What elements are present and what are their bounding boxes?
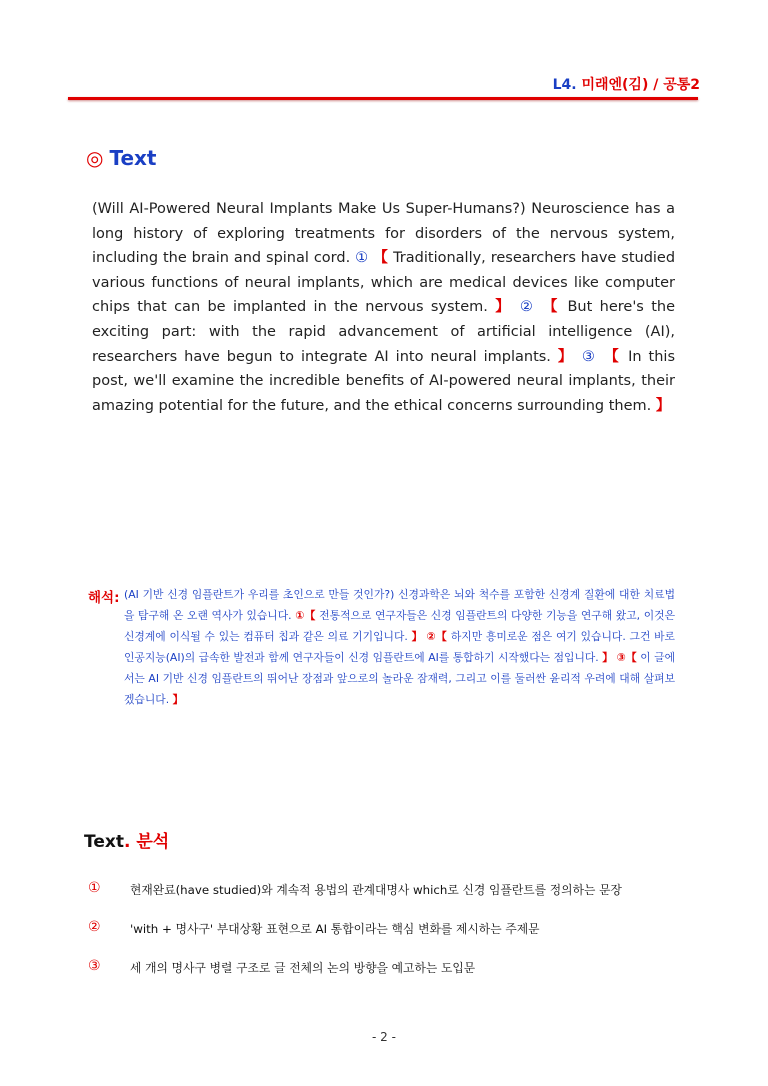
analysis-title-en: Text: [84, 832, 124, 852]
translation-1-number: ①: [295, 609, 305, 622]
translation-3: 이 글에서는 AI 기반 신경 임플란트의 뛰어난 장점과 앞으로의 놀라운 잠재력, 그리고 이를 둘러싼 윤리적 우려에 대해 살펴보겠습니다.: [124, 651, 676, 706]
sentence-2-number: ②: [519, 299, 536, 316]
sentence-1: Traditionally, researchers have studied various functions of neural implants, which are medical devices like computer chips that can be implanted in the nervous system.: [92, 250, 676, 316]
analysis-item-text: 'with + 명사구' 부대상황 표현으로 AI 통합이라는 핵심 변화를 제시하는 주제문: [130, 922, 540, 936]
open-bracket: 【: [604, 348, 622, 365]
translation-2: 하지만 흥미로운 점은 여기 있습니다. 그건 바로 인공지능(AI)의 급속한 발전과 함께 연구자들이 신경 임플란트에 AI를 통합하기 시작했다는 점입니다.: [124, 630, 675, 664]
close-bracket: 】: [602, 651, 614, 664]
analysis-item-text: 현재완료(have studied)와 계속적 용법의 관계대명사 which로 신경 임플란트를 정의하는 문장: [130, 883, 622, 897]
sentence-1-number: ①: [355, 250, 369, 267]
open-bracket: 【: [435, 630, 448, 643]
analysis-item-text: 세 개의 명사구 병렬 구조로 글 전체의 논의 방향을 예고하는 도입문: [130, 961, 476, 975]
translation-intro: (AI 기반 신경 임플란트가 우리를 초인으로 만들 것인가?) 신경과학은 뇌와 척수를 포함한 신경계 질환에 대한 치료법을 탐구해 온 오랜 역사가 있습니다.: [124, 588, 675, 622]
section-title: [86, 146, 156, 170]
close-bracket: 】: [172, 693, 184, 706]
sentence-3-number: ③: [581, 348, 598, 365]
analysis-item-number: ③: [88, 958, 101, 974]
translation-label: 해석:: [88, 590, 120, 606]
close-bracket: 】: [495, 299, 513, 316]
english-passage: [92, 197, 675, 418]
close-bracket: 】: [557, 348, 575, 365]
open-bracket: 【: [304, 609, 316, 622]
open-bracket: 【: [625, 651, 637, 664]
page-number: - 2 -: [372, 1030, 396, 1044]
translation-1: 전통적으로 연구자들은 신경 임플란트의 다양한 기능을 연구해 왔고, 이것은 신경계에 이식될 수 있는 컴퓨터 칩과 같은 의료 기기입니다.: [124, 609, 676, 643]
sentence-2: But here's the exciting part: with the rapid advancement of artificial intelligence (AI), researchers have begun to integrate AI into neural implants.: [92, 299, 676, 365]
translation-3-number: ③: [616, 651, 626, 664]
section-title-label: Text: [109, 146, 157, 170]
analysis-title: [84, 827, 169, 852]
open-bracket: 【: [373, 250, 389, 267]
close-bracket: 】: [655, 397, 671, 414]
page-header: [0, 74, 700, 94]
analysis-title-kr: 분석: [136, 832, 170, 852]
passage-intro: (Will AI-Powered Neural Implants Make Us Super-Humans?) Neuroscience has a long history of exploring treatments for disorders of the nervous system, including the brain and spinal cord.: [92, 201, 675, 267]
header-divider: [68, 97, 698, 100]
close-bracket: 】: [411, 630, 423, 643]
analysis-title-dot: .: [123, 832, 131, 852]
lesson-number: L4.: [552, 77, 577, 93]
textbook-title: 미래엔(김) / 공통2: [581, 77, 700, 93]
korean-translation: [124, 584, 675, 710]
sentence-3: In this post, we'll examine the incredible benefits of AI-powered neural implants, their amazing potential for the future, and the ethical concerns surrounding them.: [92, 348, 676, 414]
analysis-item-number: ①: [88, 880, 101, 896]
double-circle-icon: ◎: [86, 146, 104, 170]
open-bracket: 【: [542, 299, 561, 316]
analysis-item-number: ②: [88, 919, 101, 935]
translation-2-number: ②: [426, 630, 436, 643]
